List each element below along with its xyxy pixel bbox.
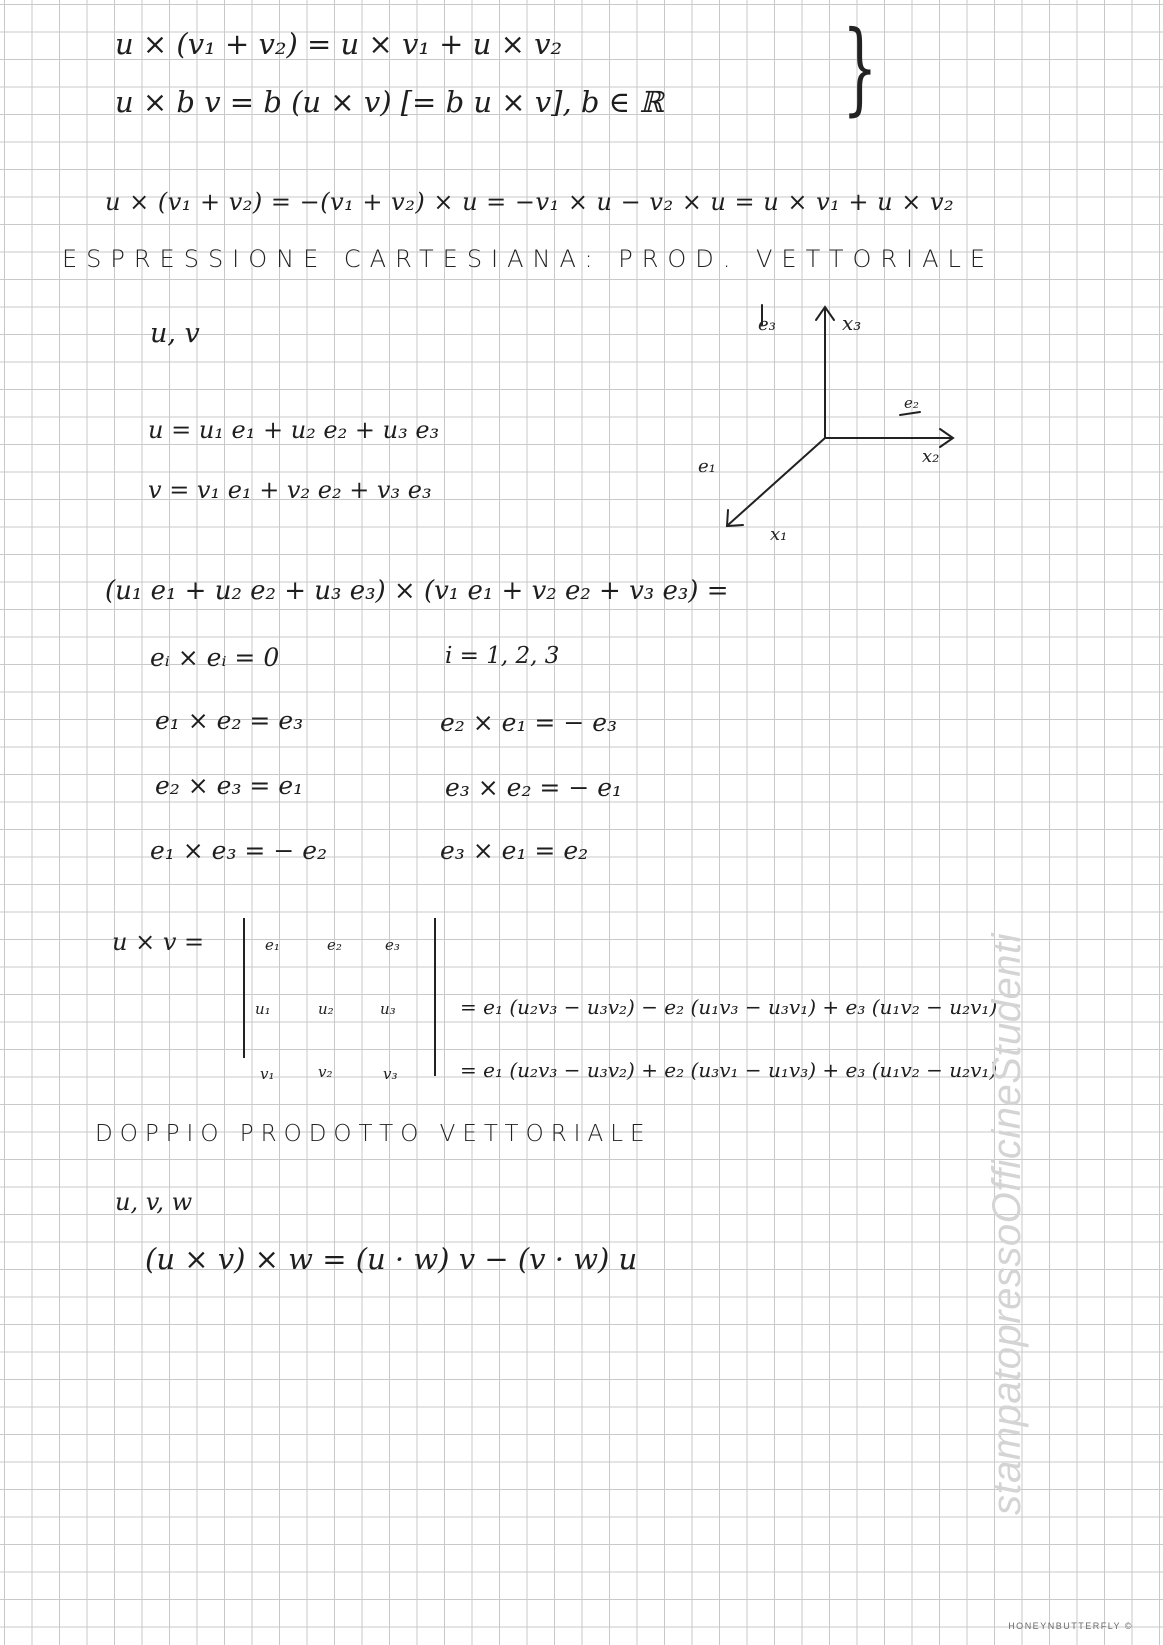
v-components: v = v₁ e₁ + v₂ e₂ + v₃ e₃ [148, 476, 432, 504]
determinant-right-bar [434, 918, 436, 1076]
rule-e3-e2: e₃ × e₂ = − e₁ [445, 773, 623, 802]
rule-e2-e3: e₂ × e₃ = e₁ [155, 771, 304, 800]
determinant-left-bar [243, 918, 245, 1058]
coordinate-axes-sketch [690, 300, 960, 545]
rule-e2-e1: e₂ × e₁ = − e₃ [440, 708, 618, 737]
vectors-uv: u, v [150, 318, 200, 349]
equation-distributive: u × (v₁ + v₂) = u × v₁ + u × v₂ [115, 27, 563, 61]
rule-e1-e2: e₁ × e₂ = e₃ [155, 706, 304, 735]
cross-product-expansion: (u₁ e₁ + u₂ e₂ + u₃ e₃) × (v₁ e₁ + v₂ e₂ + v₃ e₃) = [105, 576, 729, 606]
x1-label: x₁ [770, 524, 788, 545]
x1-axis [728, 438, 825, 525]
equation-anticommutative: u × (v₁ + v₂) = −(v₁ + v₂) × u = −v₁ × u − v₂ × u = u × v₁ + u × v₂ [105, 188, 955, 216]
rule-ei-ei: eᵢ × eᵢ = 0 [150, 643, 280, 672]
matrix-cell: v₂ [318, 1063, 333, 1081]
matrix-cell: v₃ [383, 1065, 398, 1083]
right-brace: } [842, 9, 878, 126]
e3-label: e₃ [758, 314, 776, 335]
matrix-cell: u₁ [255, 1000, 271, 1018]
brand-label: HONEYNBUTTERFLY © [1008, 1621, 1133, 1631]
heading-cartesian: ESPRESSIONE CARTESIANA: PROD. VETTORIALE [62, 245, 995, 273]
matrix-cell: v₁ [260, 1065, 275, 1083]
matrix-cell: e₃ [385, 936, 400, 954]
x3-label: x₃ [842, 311, 862, 335]
heading-double-product: DOPPIO PRODOTTO VETTORIALE [95, 1121, 652, 1147]
determinant-result-1: = e₁ (u₂v₃ − u₃v₂) − e₂ (u₁v₃ − u₃v₁) + e₃ (u₁v₂ − u₂v₁) [460, 995, 998, 1019]
x2-label: x₂ [922, 446, 940, 467]
matrix-cell: u₃ [380, 1000, 396, 1018]
e2-label: e₂ [904, 394, 919, 412]
determinant-result-2: = e₁ (u₂v₃ − u₃v₂) + e₂ (u₃v₁ − u₁v₃) + e₃ (u₁v₂ − u₂v₁) [460, 1058, 998, 1082]
matrix-cell: e₂ [327, 936, 342, 954]
e1-label: e₁ [698, 456, 716, 477]
vectors-uvw: u, v, w [115, 1188, 193, 1216]
determinant-lhs: u × v = [112, 928, 205, 956]
watermark: stampatopressoOfficineStudenti [985, 933, 1029, 1515]
e2-arrow [900, 412, 920, 415]
triple-product-formula: (u × v) × w = (u · w) v − (v · w) u [145, 1242, 638, 1276]
rule-e1-e3: e₁ × e₃ = − e₂ [150, 836, 328, 865]
rule-index-range: i = 1, 2, 3 [445, 643, 560, 669]
u-components: u = u₁ e₁ + u₂ e₂ + u₃ e₃ [148, 416, 440, 444]
matrix-cell: u₂ [318, 1000, 334, 1018]
rule-e3-e1: e₃ × e₁ = e₂ [440, 836, 589, 865]
equation-scalar: u × b v = b (u × v) [= b u × v], b ∈ ℝ [115, 85, 664, 119]
matrix-cell: e₁ [265, 936, 280, 954]
